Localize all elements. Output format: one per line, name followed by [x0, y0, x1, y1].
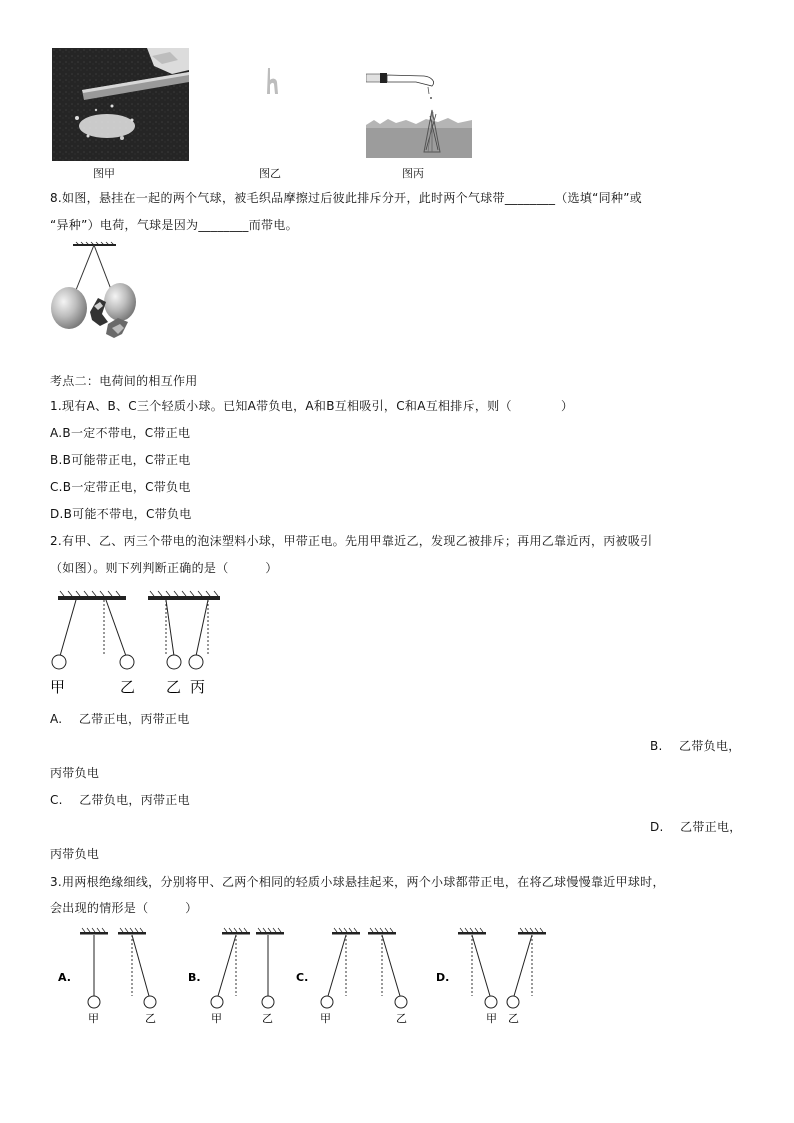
figure-bing	[366, 70, 472, 158]
q3-b-ball-yi: 乙	[262, 1012, 273, 1025]
q1-option-b: B.B可能带正电，C带正电	[50, 453, 191, 467]
q2-option-d-part1: D. 乙带正电，	[650, 820, 742, 834]
q2-option-b-part1: B. 乙带负电，	[650, 739, 741, 753]
q3-line2: 会出现的情形是（ ）	[50, 901, 198, 915]
q3-choice-d: D.	[436, 971, 450, 984]
q2-option-b-part2: 丙带负电	[50, 766, 100, 780]
q3-a-ball-yi: 乙	[145, 1012, 156, 1025]
q3-d-ball-jia: 甲	[486, 1012, 497, 1025]
q2-line1: 2.有甲、乙、丙三个带电的泡沫塑料小球，甲带正电。先用甲靠近乙，发现乙被排斥；再用乙靠近丙，丙被吸引	[50, 534, 653, 548]
figure-jia-caption: 图甲	[93, 167, 115, 180]
q3-choice-b: B.	[188, 971, 201, 984]
q2-pendulum-figure	[48, 590, 228, 700]
figure-yi	[262, 66, 282, 98]
q3-c-ball-yi: 乙	[396, 1012, 407, 1025]
q2-option-c: C. 乙带负电，丙带正电	[50, 793, 190, 807]
q2-option-a: A. 乙带正电，丙带正电	[50, 712, 190, 726]
q3-c-ball-jia: 甲	[320, 1012, 331, 1025]
q8-line1: 8.如图，悬挂在一起的两个气球，被毛织品摩擦过后彼此排斥分开，此时两个气球带________（选填“同种”或	[50, 191, 643, 205]
q3-choice-a: A.	[58, 971, 71, 984]
q3-d-ball-yi: 乙	[508, 1012, 519, 1025]
section-title: 考点二：电荷间的相互作用	[50, 374, 198, 388]
figure-bing-caption: 图丙	[402, 167, 424, 180]
q8-line2: “异种”）电荷，气球是因为________而带电。	[50, 218, 298, 232]
q1-stem: 1.现有A、B、C三个轻质小球。已知A带负电，A和B互相吸引，C和A互相排斥，则（ ）	[50, 399, 574, 413]
q1-option-c: C.B一定带正电，C带负电	[50, 480, 191, 494]
balloon-figure	[48, 240, 140, 340]
q1-option-d: D.B可能不带电，C带负电	[50, 507, 192, 521]
figure-jia	[52, 48, 189, 161]
q3-choice-figures	[50, 924, 570, 1034]
q3-line1: 3.用两根绝缘细线，分别将甲、乙两个相同的轻质小球悬挂起来，两个小球都带正电，在将乙球慢慢靠近甲球时，	[50, 875, 665, 889]
q2-label-jia: 甲	[50, 678, 66, 696]
q1-option-a: A.B一定不带电，C带正电	[50, 426, 191, 440]
q3-choice-c: C.	[296, 971, 309, 984]
q2-label-yi-1: 乙	[120, 678, 136, 696]
q2-label-yi-2: 乙	[166, 678, 182, 696]
q3-a-ball-jia: 甲	[88, 1012, 99, 1025]
q2-line2: （如图）。则下列判断正确的是（ ）	[50, 561, 278, 575]
figure-yi-caption: 图乙	[259, 167, 281, 180]
q2-option-d-part2: 丙带负电	[50, 847, 100, 861]
q2-label-bing: 丙	[190, 678, 206, 696]
q3-b-ball-jia: 甲	[211, 1012, 222, 1025]
